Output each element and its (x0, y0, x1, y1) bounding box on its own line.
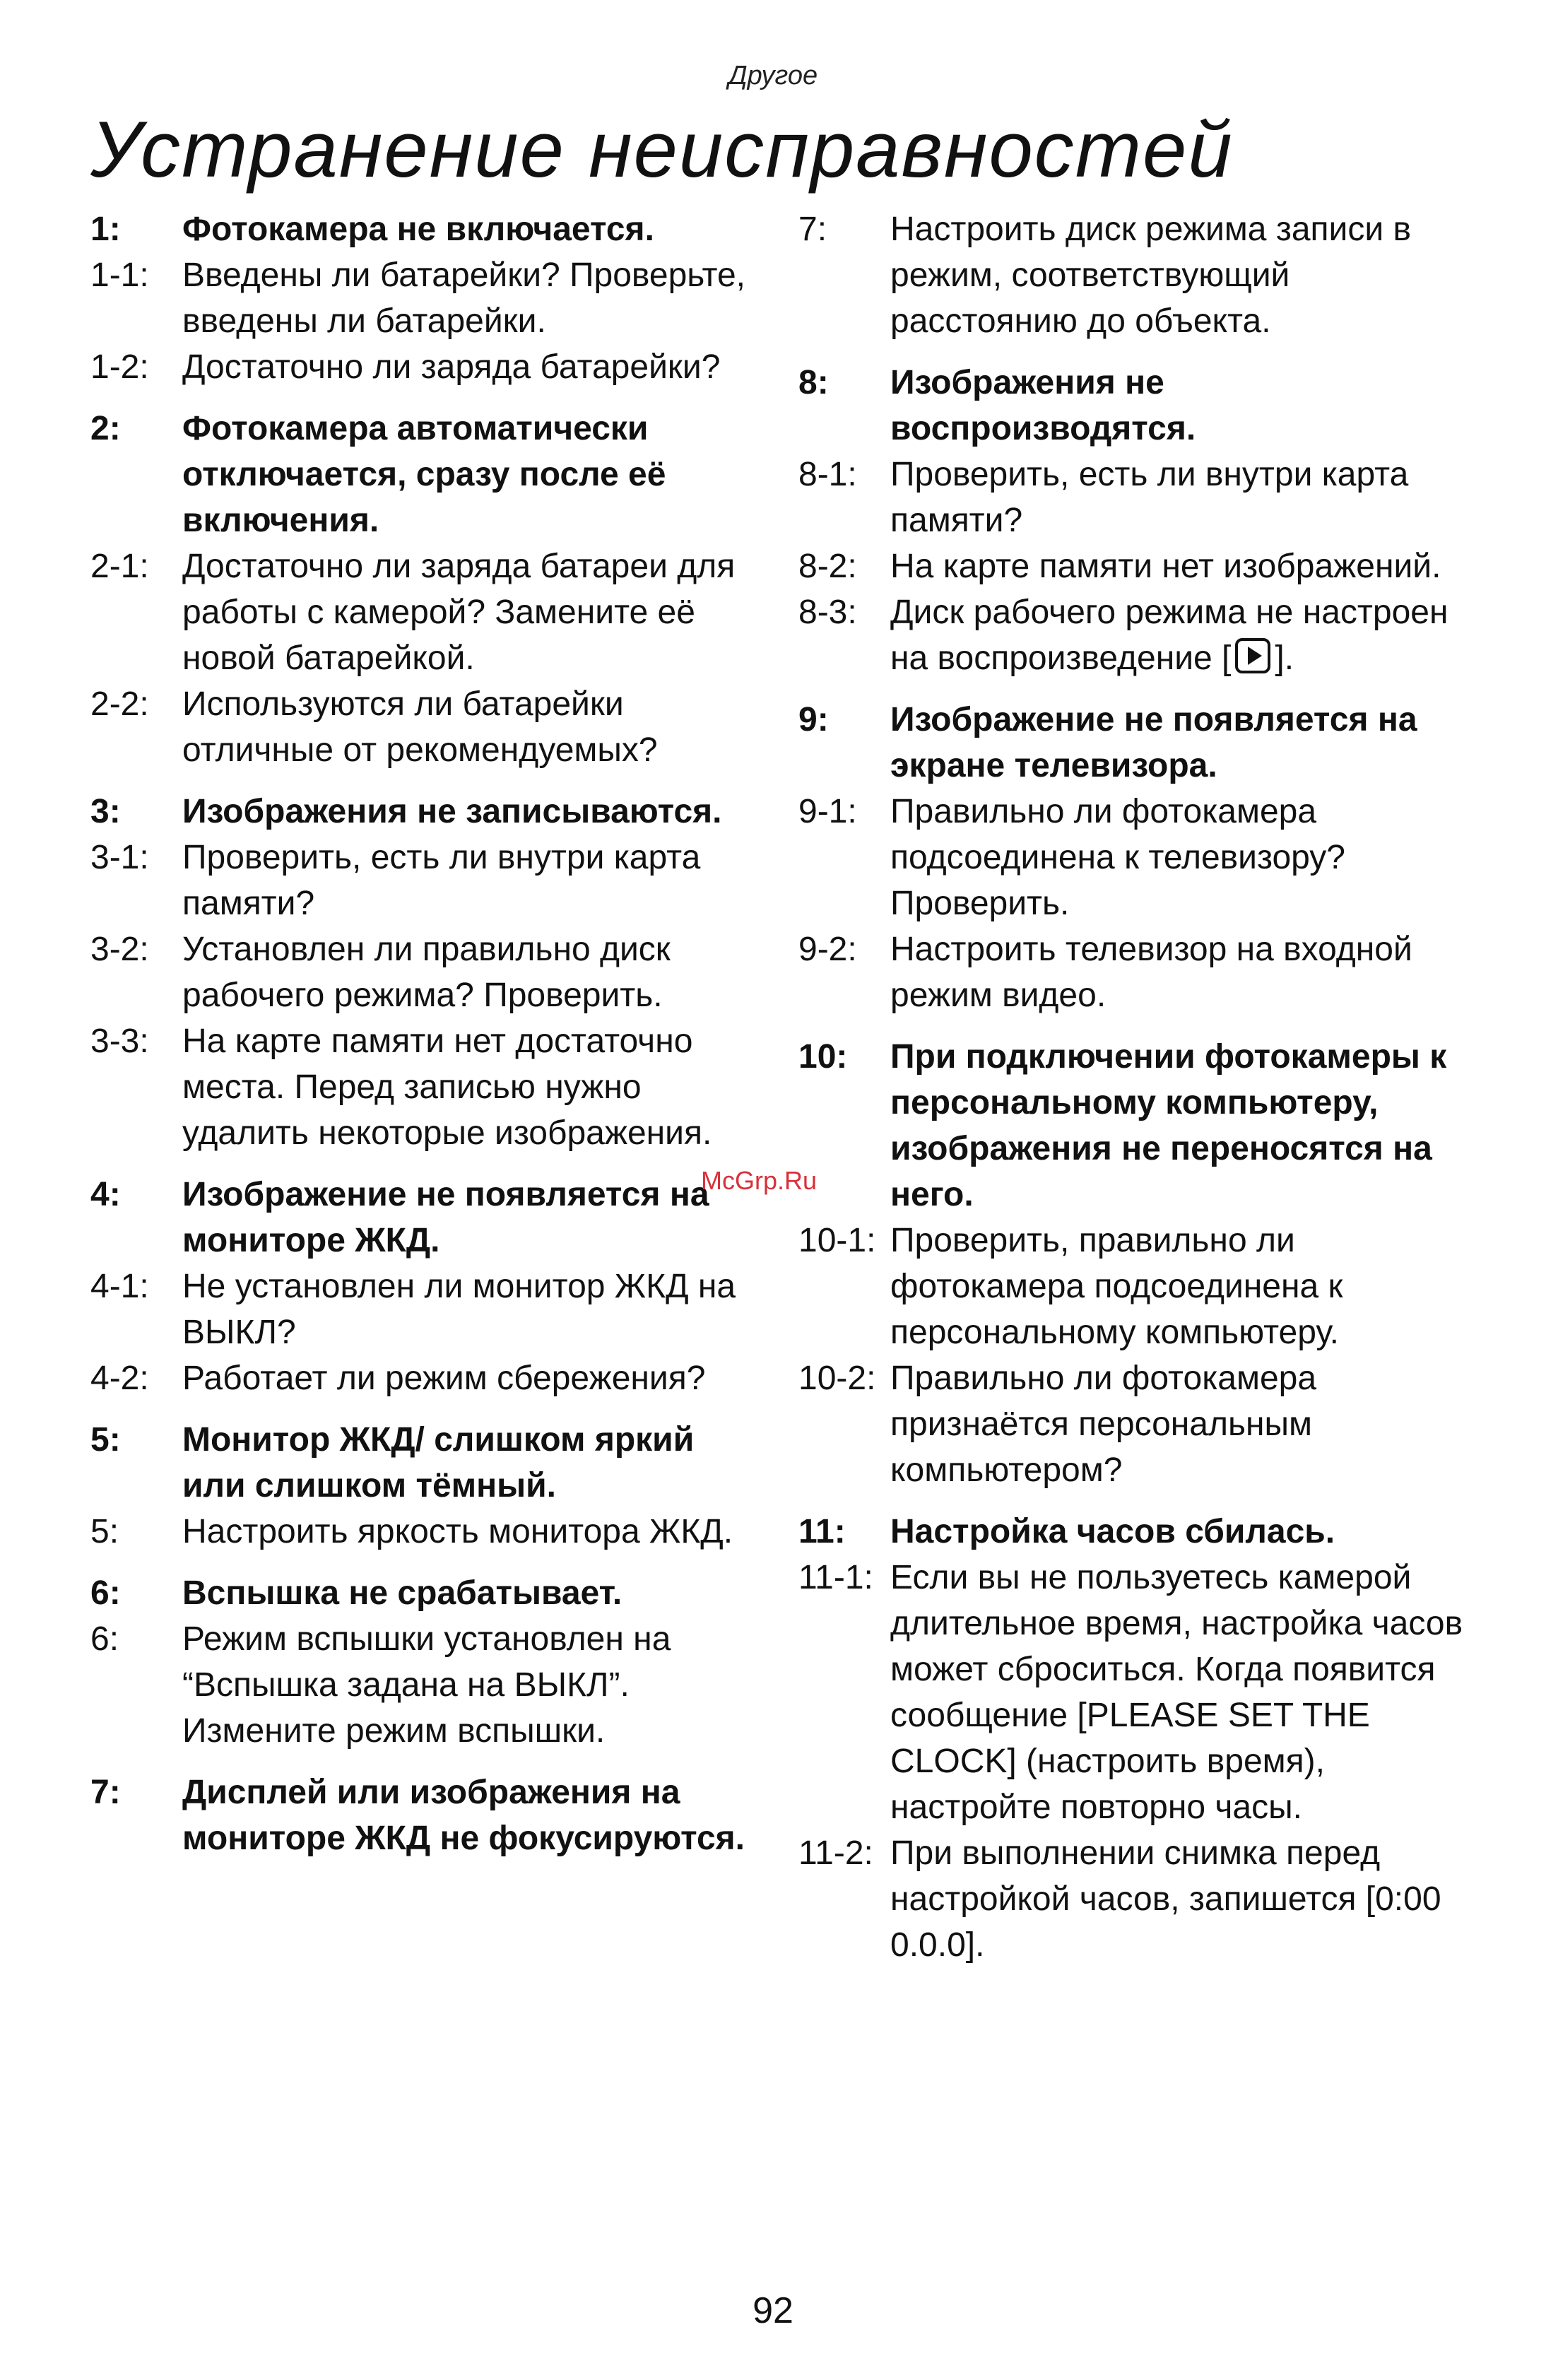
section-number: 9: (798, 701, 829, 738)
right-column (798, 206, 1477, 1984)
section-number: 8: (798, 364, 829, 401)
list-item (798, 1355, 1477, 1493)
section-title: Вспышка не срабатывает. (182, 1574, 622, 1612)
list-item (90, 252, 755, 344)
item-number: 5: (90, 1513, 119, 1550)
left-column (90, 206, 755, 1877)
item-text: Правильно ли фотокамера подсоединена к телевизору? Проверить. (890, 793, 1345, 922)
list-item (798, 452, 1477, 543)
list-item (90, 681, 755, 773)
section-2 (90, 406, 755, 773)
list-item (90, 344, 755, 390)
section-heading (90, 406, 755, 543)
item-number: 3-2: (90, 931, 149, 968)
section-number: 3: (90, 793, 121, 830)
item-number: 4-1: (90, 1268, 149, 1305)
list-item (798, 1830, 1477, 1968)
item-number: 6: (90, 1620, 119, 1658)
item-number: 4-2: (90, 1360, 149, 1397)
list-item (798, 789, 1477, 926)
item-text: Настроить телевизор на входной режим видео. (890, 931, 1412, 1014)
section-title: Изображения не записываются. (182, 793, 722, 830)
item-number: 8-2: (798, 548, 857, 585)
section-number: 11: (798, 1513, 846, 1550)
section-title: Изображения не воспроизводятся. (890, 364, 1196, 447)
list-item (90, 1509, 755, 1555)
list-item (90, 1018, 755, 1156)
item-text: Используются ли батарейки отличные от рекомендуемых? (182, 685, 658, 769)
item-text (890, 589, 1477, 681)
item-number: 2-1: (90, 548, 149, 585)
section-number: 6: (90, 1574, 121, 1612)
item-text: На карте памяти нет достаточно места. Перед записью нужно удалить некоторые изображения. (182, 1023, 712, 1152)
section-heading (90, 1769, 755, 1861)
list-item (798, 926, 1477, 1018)
section-title: Фотокамера автоматически отключается, сразу после её включения. (182, 410, 666, 539)
section-heading (90, 1417, 755, 1509)
item-number: 9-1: (798, 793, 857, 830)
list-item (90, 1616, 755, 1754)
section-5 (90, 1417, 755, 1555)
item-number: 11-1: (798, 1559, 873, 1596)
item-text: Настроить яркость монитора ЖКД. (182, 1513, 733, 1550)
item-text: Введены ли батарейки? Проверьте, введены ли батарейки. (182, 257, 746, 340)
section-11 (798, 1509, 1477, 1968)
section-heading (798, 360, 1477, 452)
item-number: 10-1: (798, 1222, 876, 1259)
item-text: Проверить, есть ли внутри карта памяти? (890, 456, 1409, 539)
section-1 (90, 206, 755, 390)
list-item (90, 926, 755, 1018)
item-text: Если вы не пользуетесь камерой длительное время, настройка часов может сброситься. Когда появится сообщение [PLEASE SET THE CLOCK] (настроить время), настройте повторно часы. (890, 1559, 1463, 1826)
list-item (90, 835, 755, 926)
item-text: Режим вспышки установлен на “Вспышка задана на ВЫКЛ”. Измените режим вспышки. (182, 1620, 671, 1750)
play-button-icon (1235, 638, 1270, 673)
section-heading (90, 789, 755, 835)
item-text: Не установлен ли монитор ЖКД на ВЫКЛ? (182, 1268, 736, 1351)
item-number: 1-1: (90, 257, 149, 294)
section-heading (90, 1172, 755, 1263)
section-number: 10: (798, 1038, 848, 1076)
item-number: 9-2: (798, 931, 857, 968)
item-number: 8-1: (798, 456, 857, 493)
list-item (90, 543, 755, 681)
list-item (798, 589, 1477, 681)
section-8 (798, 360, 1477, 681)
page-title: Устранение неисправностей (90, 105, 1234, 194)
item-text: Проверить, правильно ли фотокамера подсоединена к персональному компьютеру. (890, 1222, 1343, 1351)
section-3 (90, 789, 755, 1156)
watermark: McGrp.Ru (701, 1166, 818, 1195)
section-label: Другое (728, 61, 818, 90)
item-text: Достаточно ли заряда батарейки? (182, 348, 721, 386)
item-text: Работает ли режим сбережения? (182, 1360, 706, 1397)
section-heading (90, 206, 755, 252)
item-number: 10-2: (798, 1360, 876, 1397)
section-6 (90, 1570, 755, 1754)
section-title: Монитор ЖКД/ слишком яркий или слишком тёмный. (182, 1421, 695, 1504)
section-10 (798, 1034, 1477, 1493)
item-number: 3-1: (90, 839, 149, 876)
item-number: 11-2: (798, 1834, 873, 1872)
section-7-continued (798, 206, 1477, 344)
item-text: На карте памяти нет изображений. (890, 548, 1441, 585)
item-number: 2-2: (90, 685, 149, 723)
section-title: Фотокамера не включается. (182, 211, 654, 248)
section-number: 7: (90, 1774, 121, 1811)
item-text-after: ]. (1275, 640, 1294, 677)
list-item (798, 1218, 1477, 1355)
item-text: Проверить, есть ли внутри карта памяти? (182, 839, 701, 922)
item-number: 8-3: (798, 594, 857, 631)
item-text-before: Диск рабочего режима не настроен на воспроизведение [ (890, 594, 1448, 677)
section-number: 2: (90, 410, 121, 447)
section-title: Дисплей или изображения на мониторе ЖКД не фокусируются. (182, 1774, 745, 1857)
list-item (798, 543, 1477, 589)
item-text: Правильно ли фотокамера признаётся персональным компьютером? (890, 1360, 1317, 1489)
item-text: Установлен ли правильно диск рабочего режима? Проверить. (182, 931, 671, 1014)
item-number: 3-3: (90, 1023, 149, 1060)
section-4 (90, 1172, 755, 1401)
section-title: Изображение не появляется на экране телевизора. (890, 701, 1417, 784)
list-item (798, 206, 1477, 344)
section-heading (798, 1509, 1477, 1555)
section-number: 1: (90, 211, 121, 248)
list-item (798, 1555, 1477, 1830)
section-title: Настройка часов сбилась. (890, 1513, 1335, 1550)
section-heading (798, 1034, 1477, 1218)
item-number: 7: (798, 211, 827, 248)
list-item (90, 1263, 755, 1355)
section-heading (90, 1570, 755, 1616)
section-heading (798, 697, 1477, 789)
section-number: 4: (90, 1176, 121, 1213)
page-number: 92 (753, 2290, 793, 2331)
item-text: Настроить диск режима записи в режим, соответствующий расстоянию до объекта. (890, 211, 1411, 340)
item-text: При выполнении снимка перед настройкой часов, запишется [0:00 0.0.0]. (890, 1834, 1441, 1964)
section-title: При подключении фотокамеры к персональному компьютеру, изображения не переносятся на него. (890, 1038, 1447, 1213)
section-title: Изображение не появляется на мониторе ЖКД. (182, 1176, 709, 1259)
list-item (90, 1355, 755, 1401)
item-number: 1-2: (90, 348, 149, 386)
section-9 (798, 697, 1477, 1018)
item-text: Достаточно ли заряда батареи для работы с камерой? Замените её новой батарейкой. (182, 548, 736, 677)
section-number: 5: (90, 1421, 121, 1459)
section-7 (90, 1769, 755, 1861)
